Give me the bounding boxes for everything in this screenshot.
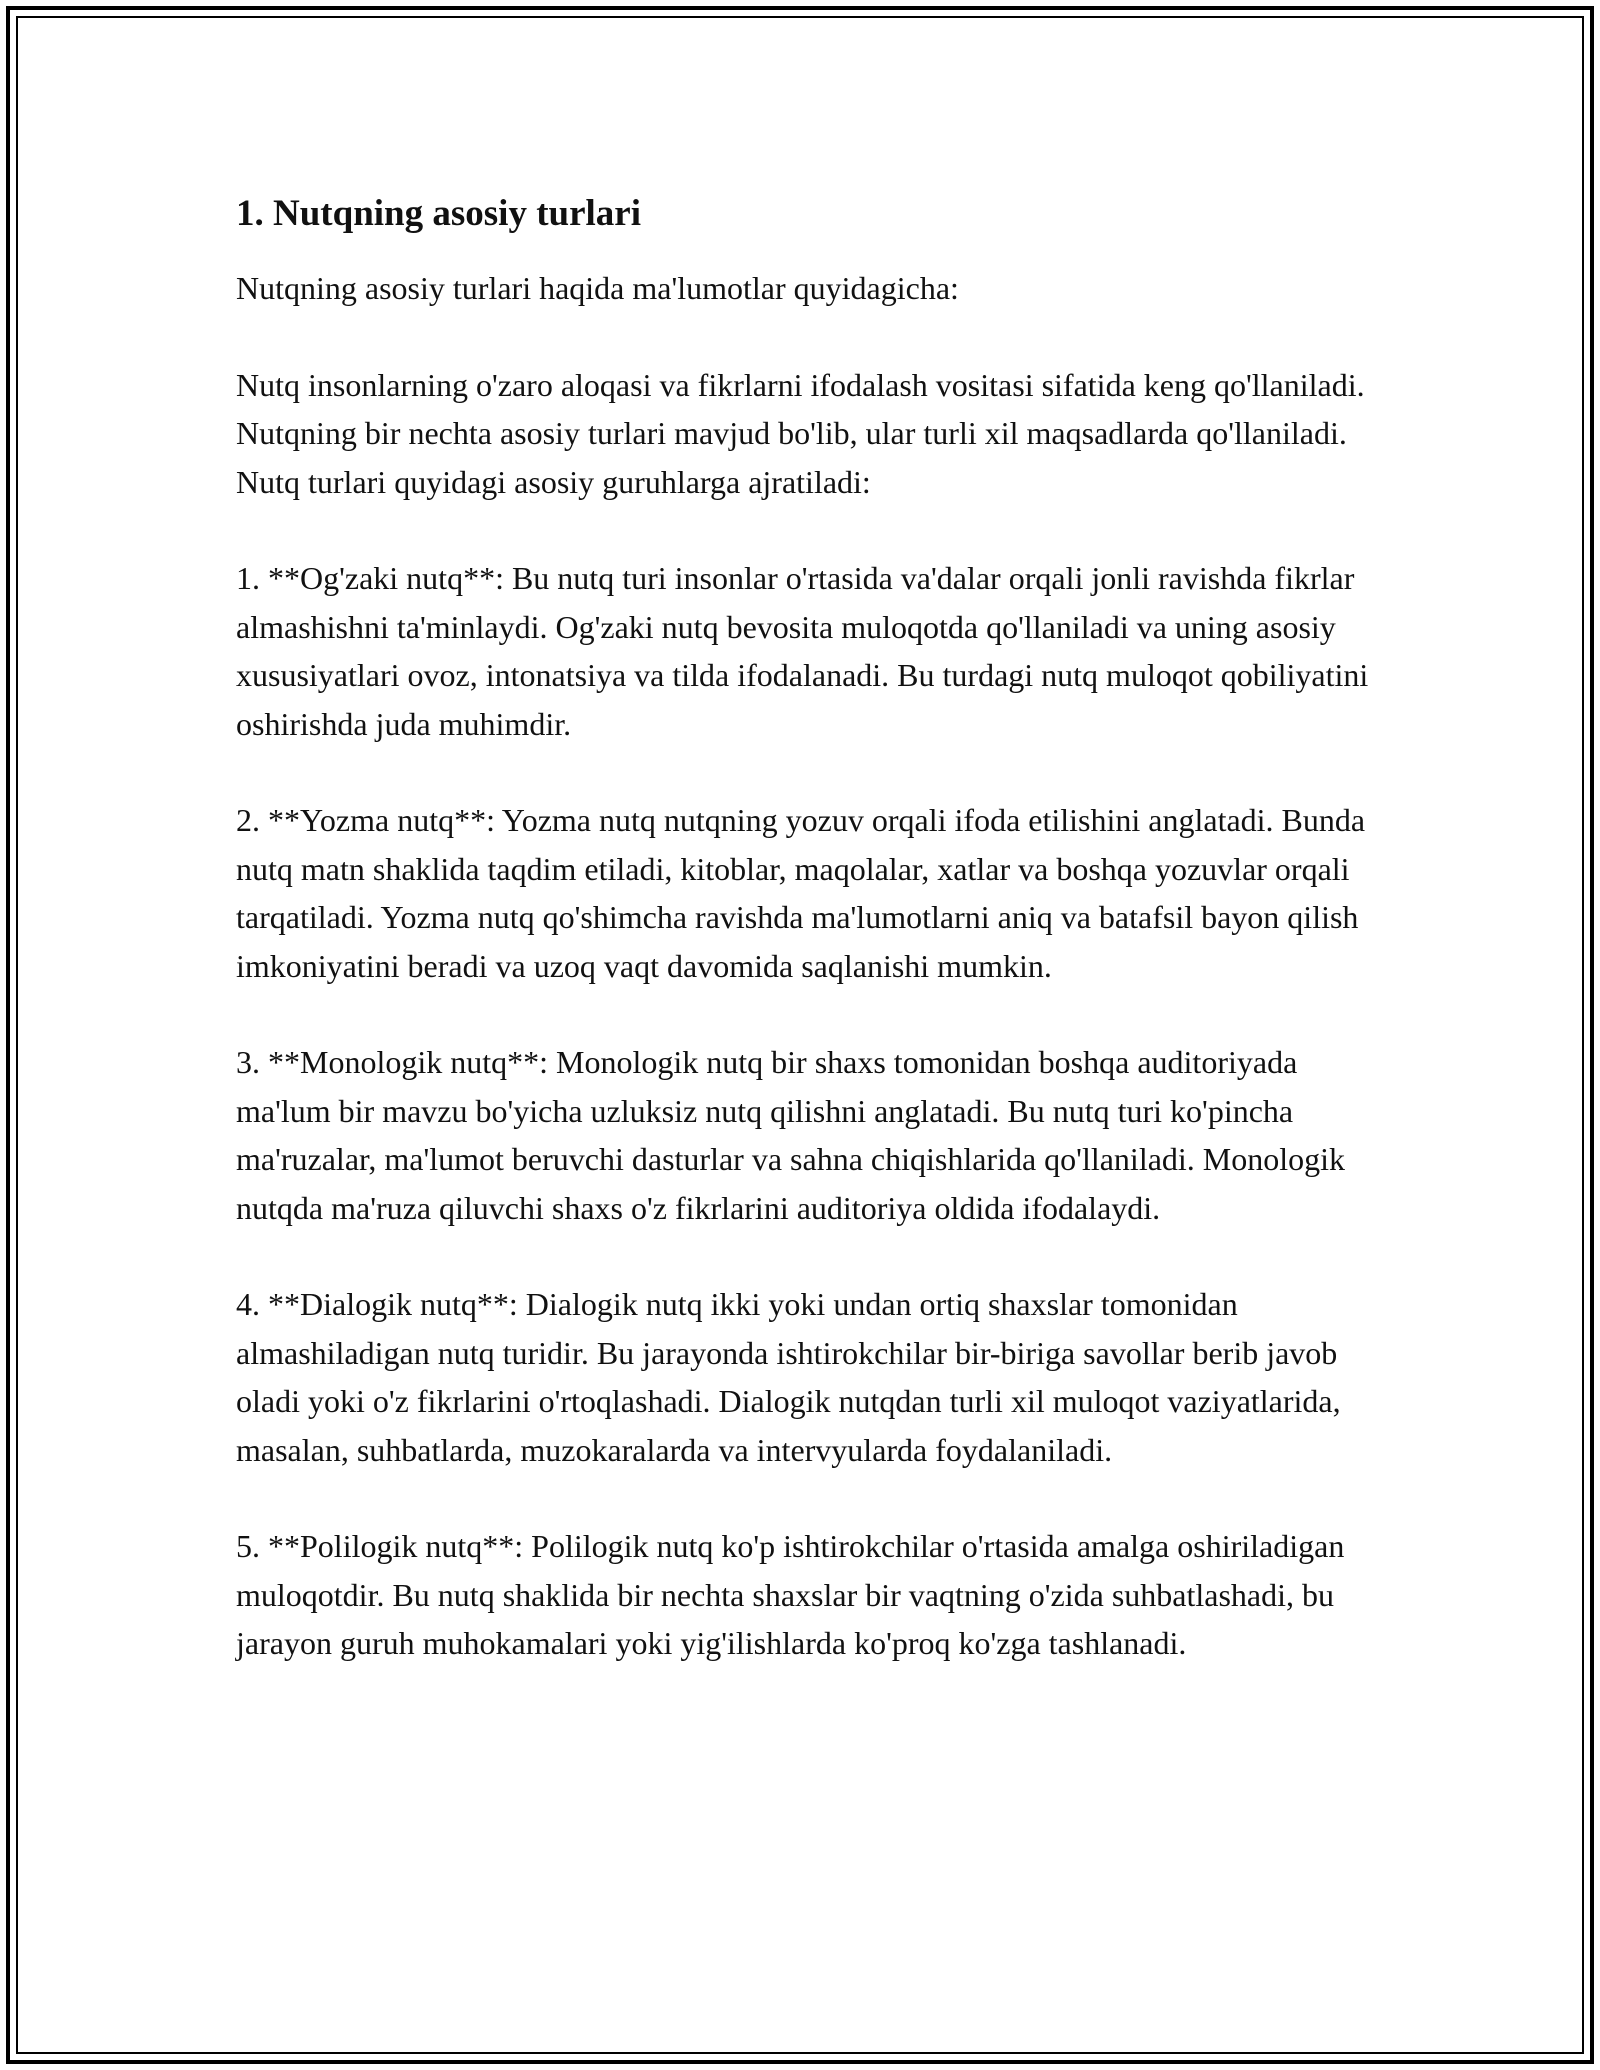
list-item-polilogik-nutq: 5. **Polilogik nutq**: Polilogik nutq ko'p ishtirokchilar o'rtasida amalga oshiriladigan muloqotdir. Bu nutq shaklida bir nechta shaxslar bir vaqtning o'zida suhbatlashadi, bu jarayon guruh muhokamalari yoki yig'ilishlarda ko'proq ko'zga tashlanadi. xyxy=(236,1528,1345,1661)
overview-paragraph: Nutq insonlarning o'zaro aloqasi va fikrlarni ifodalash vositasi sifatida keng qo'llaniladi. Nutqning bir nechta asosiy turlari mavjud bo'lib, ular turli xil maqsadlarda qo'llaniladi. Nutq turlari quyidagi asosiy guruhlarga ajratiladi: xyxy=(236,366,1365,500)
document-title: 1. Nutqning asosiy turlari xyxy=(236,193,642,234)
list-item-dialogik-nutq: 4. **Dialogik nutq**: Dialogik nutq ikki yoki undan ortiq shaxslar tomonidan almashiladigan nutq turidir. Bu jarayonda ishtirokchilar bir-biriga savollar berib javob oladi yoki o'z fikrlarini o'rtoqlashadi. Dialogik nutqdan turli xil muloqot vaziyatlarida, masalan, suhbatlarda, muzokaralarda va intervyularda foydalaniladi. xyxy=(236,1286,1341,1468)
document-body xyxy=(236,186,1376,1716)
list-item-ogzaki-nutq: 1. **Og'zaki nutq**: Bu nutq turi insonlar o'rtasida va'dalar orqali jonli ravishda fikrlar almashishni ta'minlaydi. Og'zaki nutq bevosita muloqotda qo'llaniladi va uning asosiy xususiyatlari ovoz, intonatsiya va tilda ifodalanadi. Bu turdagi nutq muloqot qobiliyatini oshirishda juda muhimdir. xyxy=(236,560,1369,742)
list-item-yozma-nutq: 2. **Yozma nutq**: Yozma nutq nutqning yozuv orqali ifoda etilishini anglatadi. Bunda nutq matn shaklida taqdim etiladi, kitoblar, maqolalar, xatlar va boshqa yozuvlar orqali tarqatiladi. Yozma nutq qo'shimcha ravishda ma'lumotlarni aniq va batafsil bayon qilish imkoniyatini beradi va uzoq vaqt davomida saqlanishi mumkin. xyxy=(236,802,1366,984)
list-item-monologik-nutq: 3. **Monologik nutq**: Monologik nutq bir shaxs tomonidan boshqa auditoriyada ma'lum bir mavzu bo'yicha uzluksiz nutq qilishni anglatadi. Bu nutq turi ko'pincha ma'ruzalar, ma'lumot beruvchi dasturlar va sahna chiqishlarida qo'llaniladi. Monologik nutqda ma'ruza qiluvchi shaxs o'z fikrlarini auditoriya oldida ifodalaydi. xyxy=(236,1044,1346,1226)
intro-paragraph: Nutqning asosiy turlari haqida ma'lumotlar quyidagicha: xyxy=(236,270,959,306)
